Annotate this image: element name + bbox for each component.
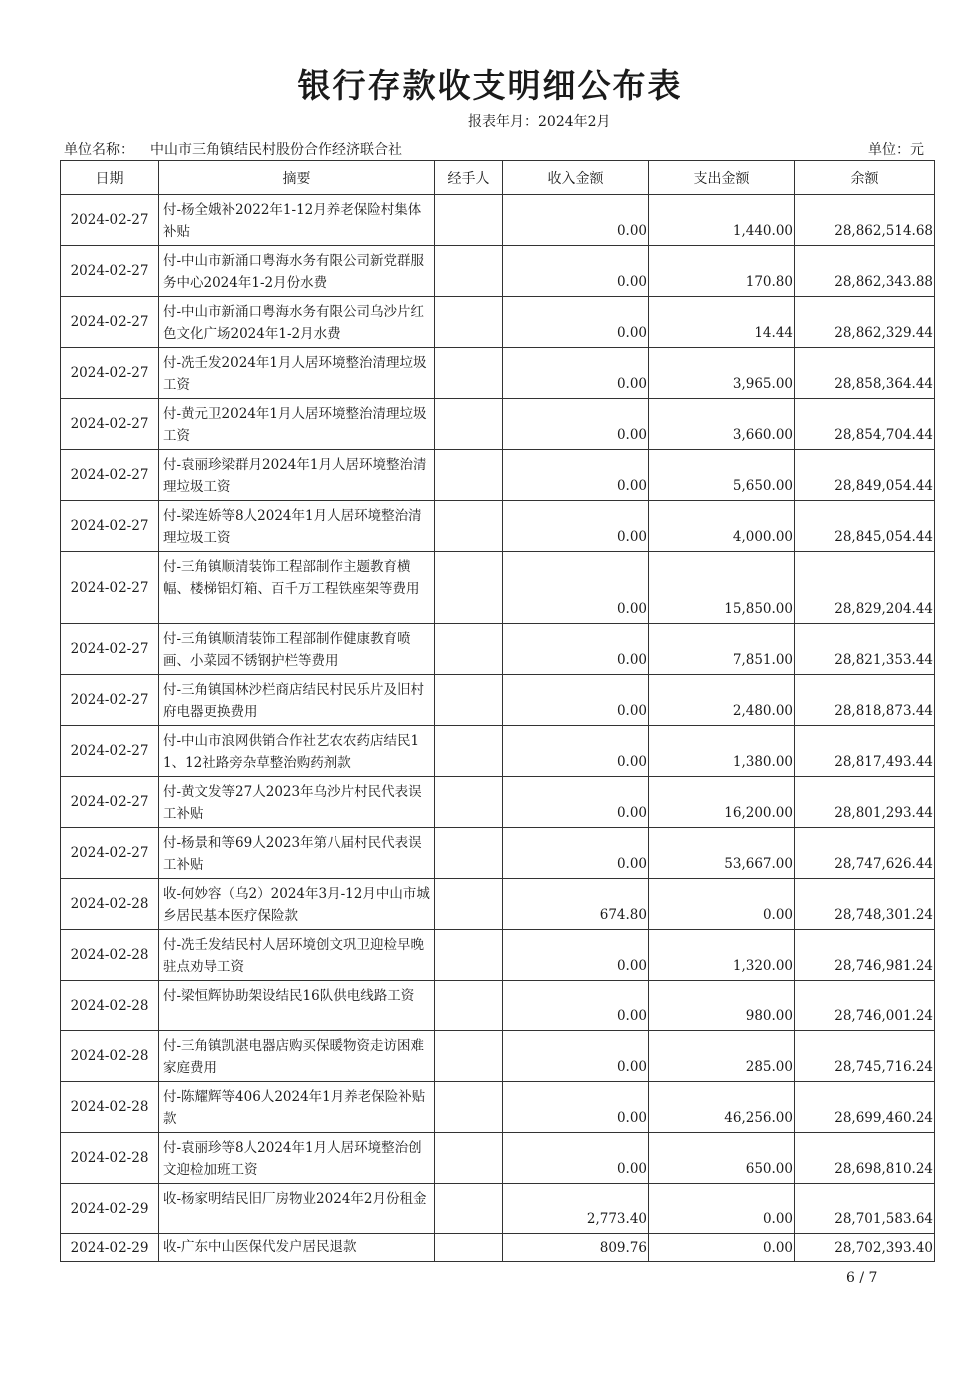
cell-income: 0.00 [503, 501, 649, 552]
table-row [61, 726, 935, 777]
table-row [61, 981, 935, 1031]
cell-handler [435, 624, 503, 675]
cell-balance: 28,862,514.68 [795, 195, 935, 246]
cell-balance: 28,862,329.44 [795, 297, 935, 348]
table-row [61, 399, 935, 450]
table-row [61, 1184, 935, 1234]
cell-balance: 28,854,704.44 [795, 399, 935, 450]
cell-description: 付-中山市新涌口粤海水务有限公司新党群服务中心2024年1-2月份水费 [159, 246, 435, 297]
table-row [61, 195, 935, 246]
cell-expense: 2,480.00 [649, 675, 795, 726]
cell-date: 2024-02-29 [61, 1184, 159, 1234]
cell-income: 0.00 [503, 348, 649, 399]
cell-expense: 46,256.00 [649, 1082, 795, 1133]
cell-description: 付-冼壬发2024年1月人居环境整治清理垃圾工资 [159, 348, 435, 399]
cell-expense: 0.00 [649, 1184, 795, 1234]
cell-balance: 28,746,981.24 [795, 930, 935, 981]
table-row [61, 777, 935, 828]
cell-date: 2024-02-27 [61, 195, 159, 246]
cell-expense: 16,200.00 [649, 777, 795, 828]
cell-balance: 28,829,204.44 [795, 552, 935, 624]
cell-description: 收-广东中山医保代发户居民退款 [159, 1234, 435, 1262]
cell-date: 2024-02-28 [61, 1031, 159, 1082]
cell-income: 0.00 [503, 399, 649, 450]
col-header-income: 收入金额 [503, 161, 649, 195]
table-row [61, 501, 935, 552]
cell-handler [435, 828, 503, 879]
cell-date: 2024-02-27 [61, 777, 159, 828]
col-header-handler: 经手人 [435, 161, 503, 195]
report-period: 报表年月：2024年2月 [468, 114, 611, 130]
cell-description: 付-三角镇顺清装饰工程部制作主题教育横幅、楼梯铝灯箱、百千万工程铁座架等费用 [159, 552, 435, 624]
table-row [61, 246, 935, 297]
table-row [61, 297, 935, 348]
cell-handler [435, 246, 503, 297]
cell-description: 付-杨景和等69人2023年第八届村民代表误工补贴 [159, 828, 435, 879]
cell-expense: 980.00 [649, 981, 795, 1031]
cell-income: 0.00 [503, 675, 649, 726]
cell-handler [435, 1031, 503, 1082]
cell-handler [435, 879, 503, 930]
cell-expense: 1,440.00 [649, 195, 795, 246]
cell-income: 0.00 [503, 930, 649, 981]
cell-description: 付-袁丽珍梁群月2024年1月人居环境整治清理垃圾工资 [159, 450, 435, 501]
cell-date: 2024-02-27 [61, 246, 159, 297]
cell-balance: 28,845,054.44 [795, 501, 935, 552]
unit-name-line [64, 139, 402, 159]
cell-description: 付-三角镇国林沙栏商店结民村民乐片及旧村府电器更换费用 [159, 675, 435, 726]
table-row [61, 450, 935, 501]
cell-date: 2024-02-27 [61, 828, 159, 879]
cell-balance: 28,745,716.24 [795, 1031, 935, 1082]
col-header-date: 日期 [61, 161, 159, 195]
cell-handler [435, 930, 503, 981]
cell-handler [435, 981, 503, 1031]
cell-description: 收-何妙容（乌2）2024年3月-12月中山市城乡居民基本医疗保险款 [159, 879, 435, 930]
cell-income: 0.00 [503, 981, 649, 1031]
cell-date: 2024-02-27 [61, 297, 159, 348]
cell-description: 付-中山市新涌口粤海水务有限公司乌沙片红色文化广场2024年1-2月水费 [159, 297, 435, 348]
cell-balance: 28,818,873.44 [795, 675, 935, 726]
cell-handler [435, 399, 503, 450]
cell-handler [435, 195, 503, 246]
table-row [61, 879, 935, 930]
cell-balance: 28,858,364.44 [795, 348, 935, 399]
cell-income: 674.80 [503, 879, 649, 930]
cell-income: 0.00 [503, 1082, 649, 1133]
cell-income: 0.00 [503, 450, 649, 501]
cell-balance: 28,702,393.40 [795, 1234, 935, 1262]
cell-income: 0.00 [503, 297, 649, 348]
cell-handler [435, 501, 503, 552]
cell-date: 2024-02-27 [61, 624, 159, 675]
currency-unit: 单位：元 [868, 142, 924, 158]
cell-income: 2,773.40 [503, 1184, 649, 1234]
cell-handler [435, 1234, 503, 1262]
table-row [61, 930, 935, 981]
col-header-desc: 摘要 [159, 161, 435, 195]
cell-date: 2024-02-27 [61, 501, 159, 552]
cell-date: 2024-02-27 [61, 450, 159, 501]
cell-expense: 0.00 [649, 1234, 795, 1262]
cell-income: 0.00 [503, 726, 649, 777]
cell-description: 付-中山市浪网供销合作社艺农农药店结民11、12社路旁杂草整治购药剂款 [159, 726, 435, 777]
cell-date: 2024-02-27 [61, 726, 159, 777]
cell-handler [435, 297, 503, 348]
cell-description: 付-三角镇凯湛电器店购买保暖物资走访困难家庭费用 [159, 1031, 435, 1082]
cell-expense: 15,850.00 [649, 552, 795, 624]
cell-expense: 170.80 [649, 246, 795, 297]
cell-income: 0.00 [503, 195, 649, 246]
table-row [61, 1031, 935, 1082]
cell-income: 0.00 [503, 1031, 649, 1082]
cell-handler [435, 1082, 503, 1133]
cell-income: 0.00 [503, 624, 649, 675]
cell-income: 0.00 [503, 828, 649, 879]
cell-description: 付-黄文发等27人2023年乌沙片村民代表误工补贴 [159, 777, 435, 828]
unit-name-value: 中山市三角镇结民村股份合作经济联合社 [150, 142, 402, 158]
cell-handler [435, 726, 503, 777]
cell-date: 2024-02-29 [61, 1234, 159, 1262]
cell-handler [435, 1133, 503, 1184]
table-row [61, 1234, 935, 1262]
cell-description: 收-杨家明结民旧厂房物业2024年2月份租金 [159, 1184, 435, 1234]
cell-description: 付-陈耀辉等406人2024年1月养老保险补贴款 [159, 1082, 435, 1133]
cell-description: 付-杨全娥补2022年1-12月养老保险村集体补贴 [159, 195, 435, 246]
table-row [61, 1082, 935, 1133]
cell-balance: 28,699,460.24 [795, 1082, 935, 1133]
cell-handler [435, 1184, 503, 1234]
cell-expense: 53,667.00 [649, 828, 795, 879]
cell-description: 付-三角镇顺清装饰工程部制作健康教育喷画、小菜园不锈钢护栏等费用 [159, 624, 435, 675]
cell-handler [435, 552, 503, 624]
cell-expense: 3,660.00 [649, 399, 795, 450]
cell-date: 2024-02-27 [61, 399, 159, 450]
cell-date: 2024-02-28 [61, 1082, 159, 1133]
cell-balance: 28,862,343.88 [795, 246, 935, 297]
cell-expense: 1,380.00 [649, 726, 795, 777]
cell-balance: 28,701,583.64 [795, 1184, 935, 1234]
cell-date: 2024-02-27 [61, 675, 159, 726]
cell-handler [435, 777, 503, 828]
cell-date: 2024-02-28 [61, 930, 159, 981]
cell-expense: 650.00 [649, 1133, 795, 1184]
cell-income: 809.76 [503, 1234, 649, 1262]
cell-income: 0.00 [503, 246, 649, 297]
table-header-row [61, 161, 935, 195]
cell-description: 付-梁恒辉协助架设结民16队供电线路工资 [159, 981, 435, 1031]
cell-date: 2024-02-28 [61, 981, 159, 1031]
cell-date: 2024-02-27 [61, 348, 159, 399]
table-row [61, 624, 935, 675]
cell-income: 0.00 [503, 1133, 649, 1184]
cell-description: 付-袁丽珍等8人2024年1月人居环境整治创文迎检加班工资 [159, 1133, 435, 1184]
cell-balance: 28,698,810.24 [795, 1133, 935, 1184]
cell-date: 2024-02-28 [61, 879, 159, 930]
cell-expense: 3,965.00 [649, 348, 795, 399]
cell-balance: 28,748,301.24 [795, 879, 935, 930]
table-row [61, 348, 935, 399]
cell-income: 0.00 [503, 552, 649, 624]
cell-date: 2024-02-27 [61, 552, 159, 624]
page-title: 银行存款收支明细公布表 [297, 66, 683, 105]
cell-balance: 28,817,493.44 [795, 726, 935, 777]
cell-description: 付-梁连娇等8人2024年1月人居环境整治清理垃圾工资 [159, 501, 435, 552]
cell-expense: 285.00 [649, 1031, 795, 1082]
cell-balance: 28,821,353.44 [795, 624, 935, 675]
cell-handler [435, 450, 503, 501]
cell-expense: 0.00 [649, 879, 795, 930]
cell-expense: 1,320.00 [649, 930, 795, 981]
cell-description: 付-黄元卫2024年1月人居环境整治清理垃圾工资 [159, 399, 435, 450]
cell-date: 2024-02-28 [61, 1133, 159, 1184]
col-header-expense: 支出金额 [649, 161, 795, 195]
table-row [61, 675, 935, 726]
ledger-table [60, 160, 935, 1262]
cell-balance: 28,849,054.44 [795, 450, 935, 501]
page-number: 6 / 7 [846, 1270, 878, 1286]
cell-description: 付-冼壬发结民村人居环境创文巩卫迎检早晚驻点劝导工资 [159, 930, 435, 981]
cell-balance: 28,746,001.24 [795, 981, 935, 1031]
cell-expense: 14.44 [649, 297, 795, 348]
table-row [61, 552, 935, 624]
table-row [61, 1133, 935, 1184]
cell-balance: 28,801,293.44 [795, 777, 935, 828]
cell-expense: 7,851.00 [649, 624, 795, 675]
col-header-balance: 余额 [795, 161, 935, 195]
table-row [61, 828, 935, 879]
cell-expense: 5,650.00 [649, 450, 795, 501]
cell-handler [435, 675, 503, 726]
cell-expense: 4,000.00 [649, 501, 795, 552]
cell-balance: 28,747,626.44 [795, 828, 935, 879]
cell-income: 0.00 [503, 777, 649, 828]
unit-name-label: 单位名称： [64, 142, 134, 158]
cell-handler [435, 348, 503, 399]
